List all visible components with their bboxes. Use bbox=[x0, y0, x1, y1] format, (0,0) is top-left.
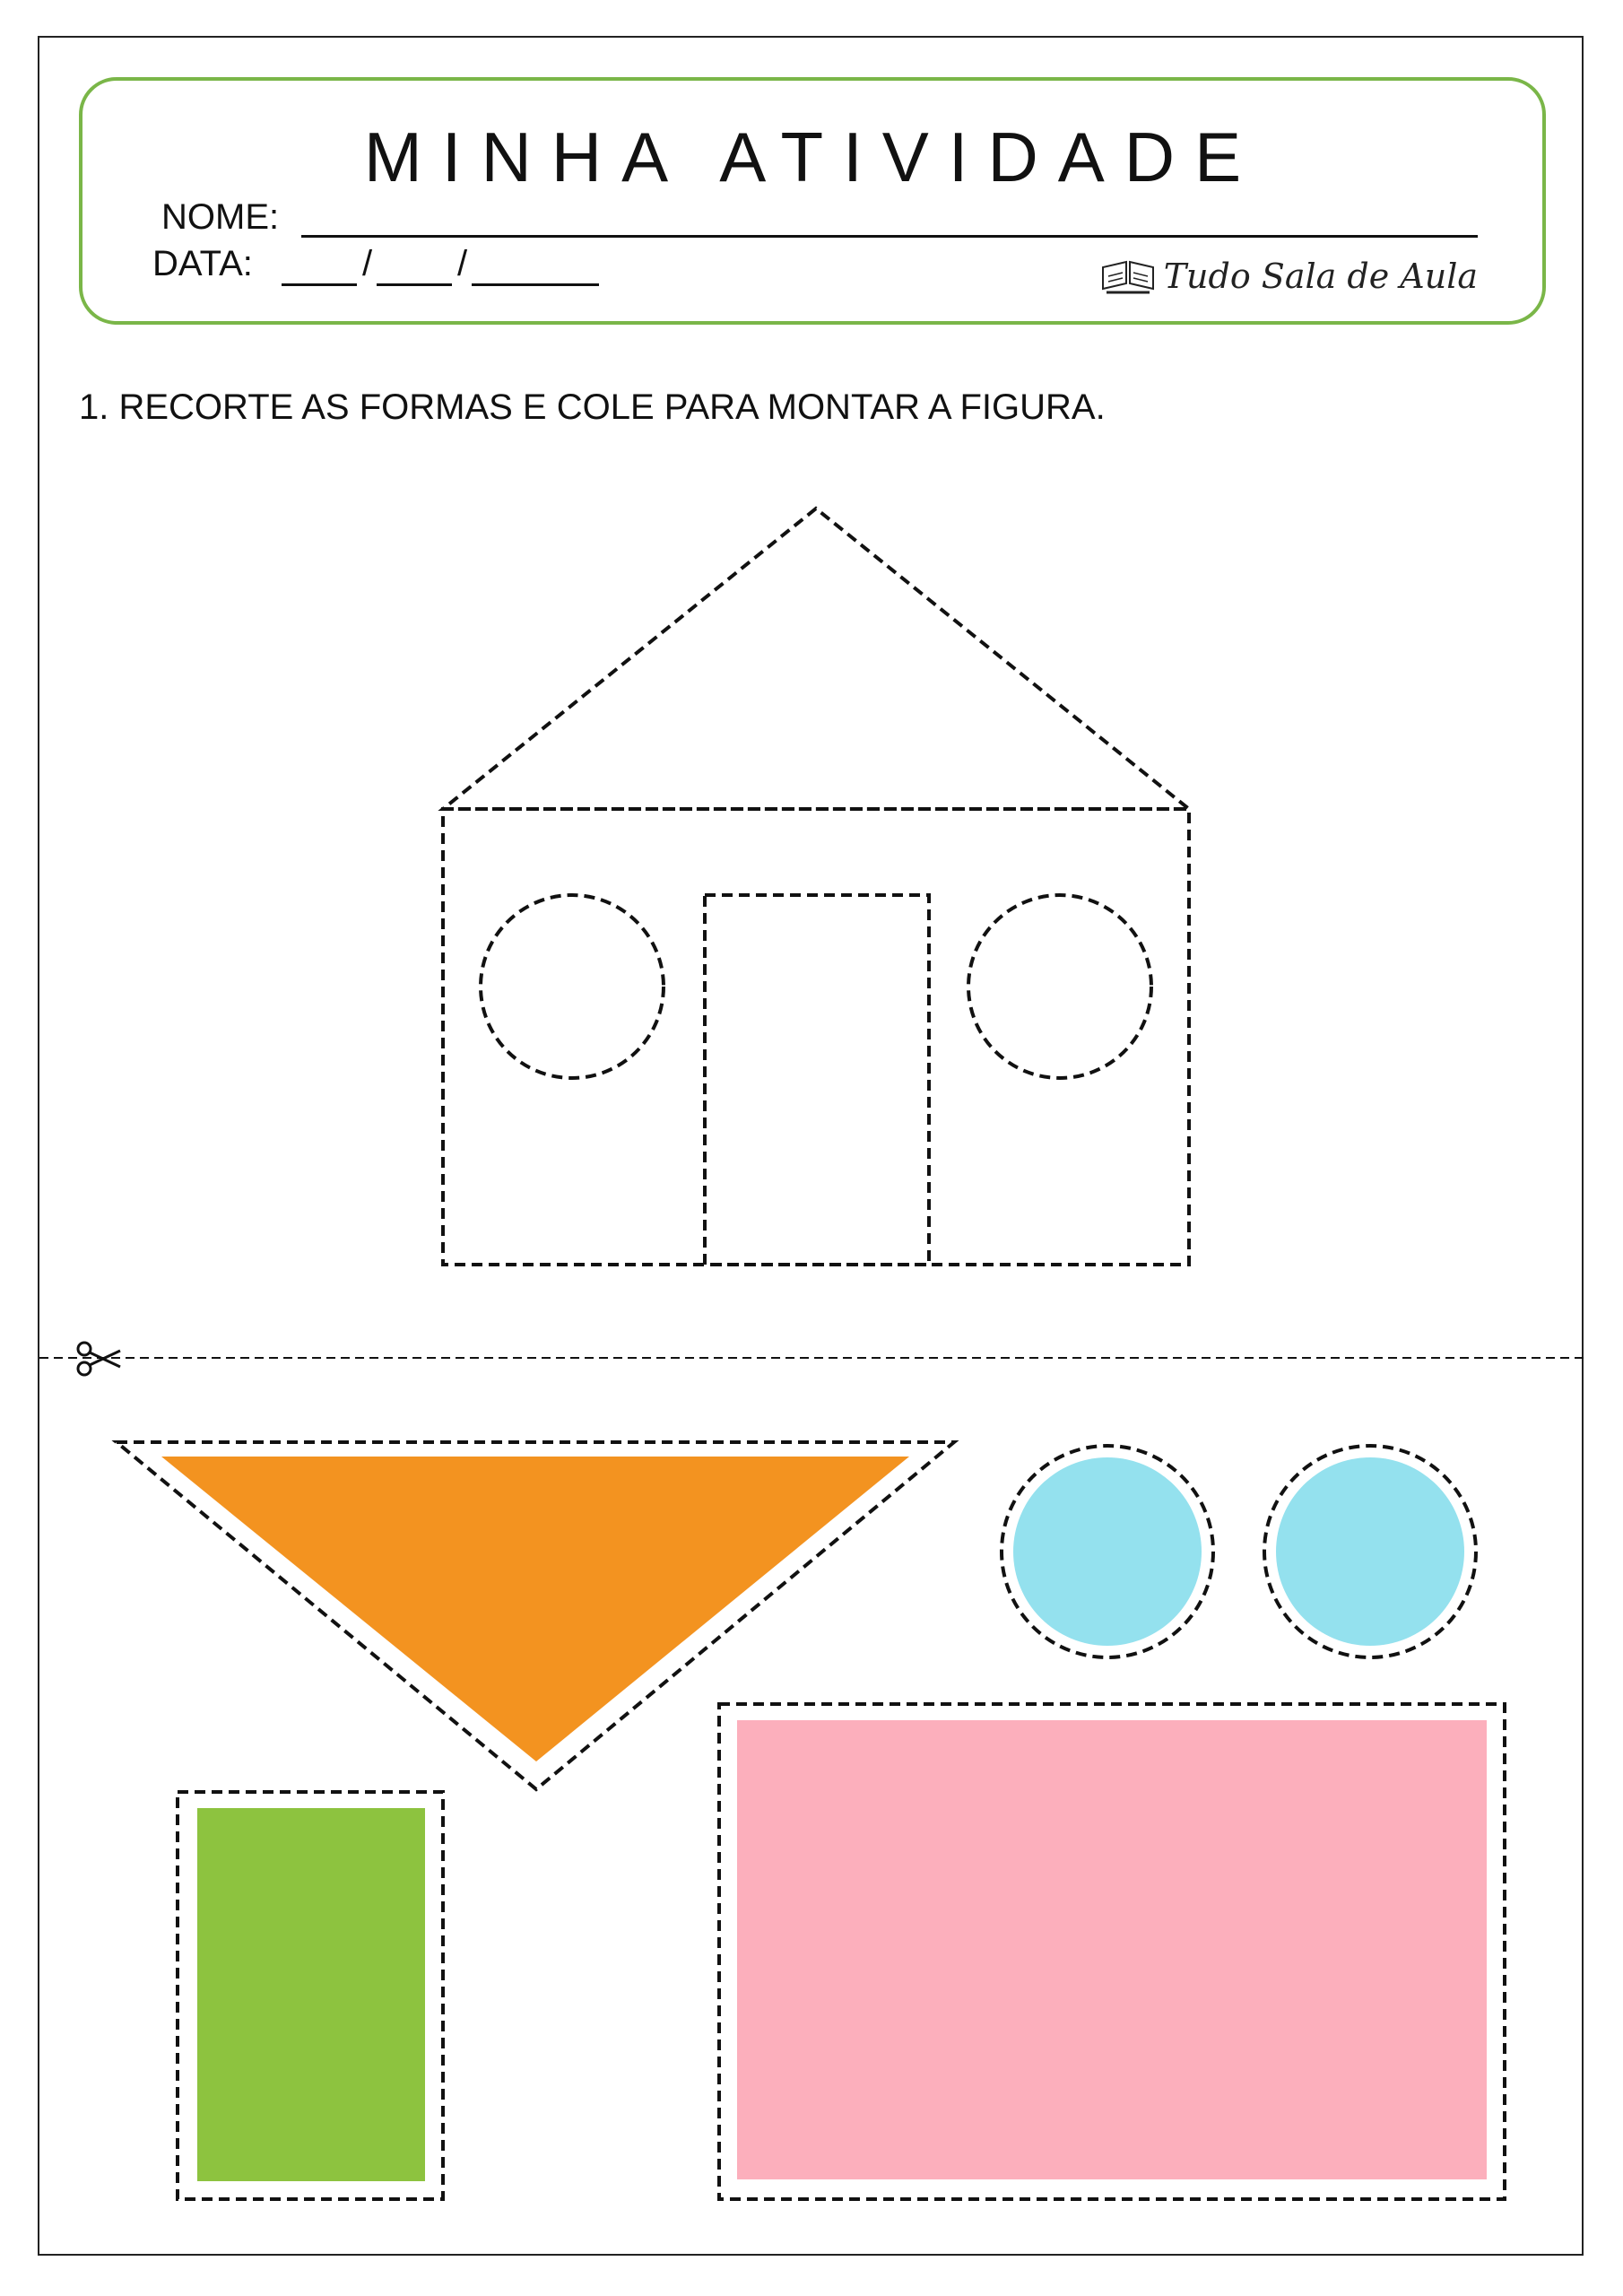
instruction-text: 1. RECORTE AS FORMAS E COLE PARA MONTAR A FIGURA. bbox=[79, 387, 1106, 427]
house-body-piece bbox=[737, 1720, 1487, 2179]
door-piece bbox=[197, 1808, 425, 2181]
roof-outline bbox=[443, 509, 1189, 809]
page-title: MINHA ATIVIDADE bbox=[363, 117, 1262, 196]
right-window-outline bbox=[968, 895, 1151, 1078]
house-body-outline bbox=[443, 809, 1189, 1265]
roof-triangle-piece bbox=[161, 1457, 909, 1761]
window-piece bbox=[1013, 1457, 1202, 1646]
name-label: NOME: bbox=[161, 197, 280, 237]
date-separator: / bbox=[457, 244, 468, 283]
date-label: DATA: bbox=[152, 244, 253, 283]
door-outline bbox=[705, 895, 929, 1265]
window-piece bbox=[1276, 1457, 1464, 1646]
brand-name: Tudo Sala de Aula bbox=[1163, 257, 1478, 296]
left-window-outline bbox=[481, 895, 664, 1078]
date-separator: / bbox=[362, 244, 373, 283]
